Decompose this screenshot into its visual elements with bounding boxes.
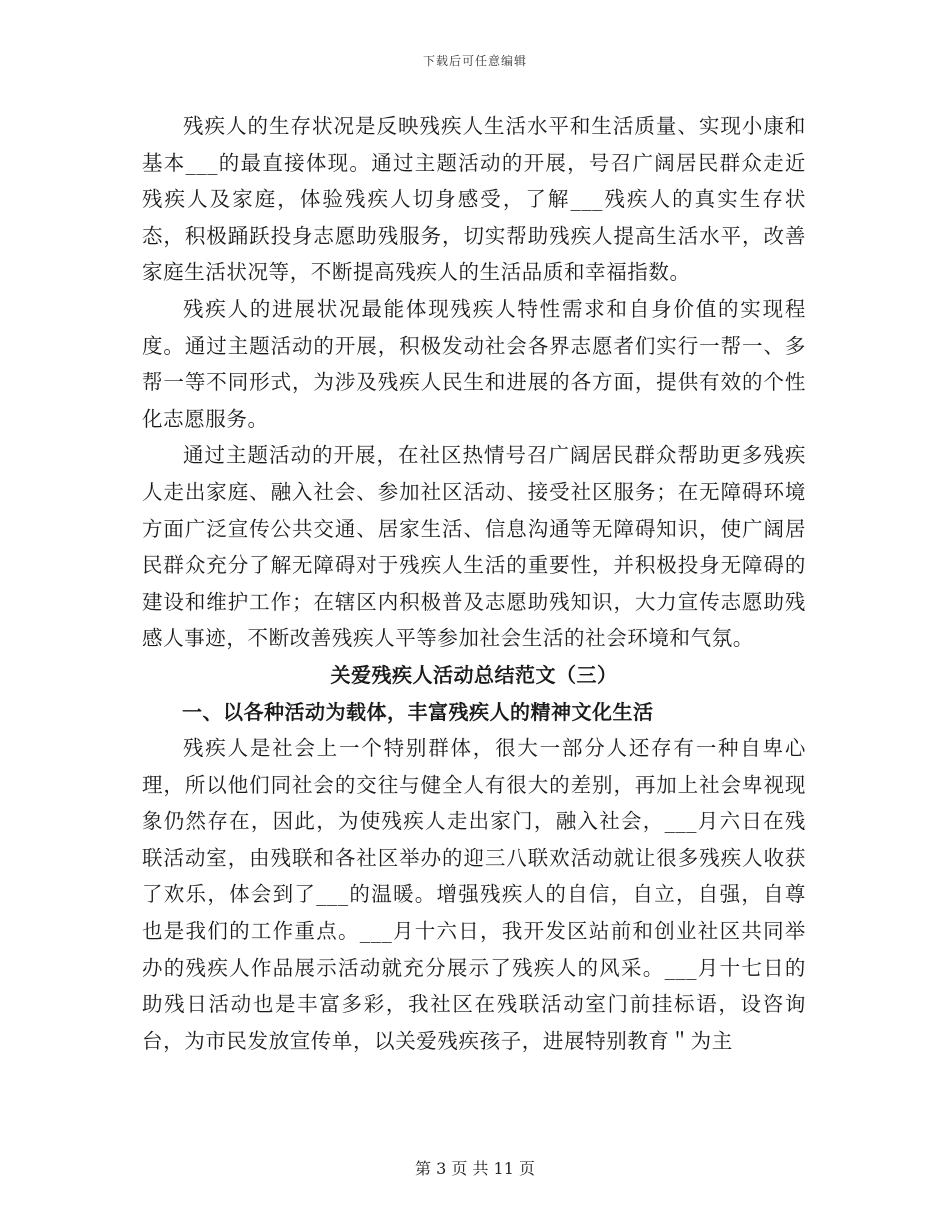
paragraph-living-conditions: 残疾人的生存状况是反映残疾人生活水平和生活质量、实现小康和基本___的最直接体现。通过主题活动的开展，号召广阔居民群众走近残疾人及家庭，体验残疾人切身感受，了解___残疾人的真实生存状态，积极踊跃投身志愿助残服务，切实帮助残疾人提高生活水平，改善家庭生活状况等，不断提高残疾人的生活品质和幸福指数。 [142,114,806,285]
document-body [142,108,806,1059]
header-note: 下载后可任意编辑 [422,54,527,68]
section-title: 关爱残疾人活动总结范文（三） [330,662,618,687]
section-subheading: 一、以各种活动为载体，丰富残疾人的精神文化生活 [182,699,654,724]
page-number: 第 3 页 共 11 页 [415,1159,535,1178]
paragraph-cultural-life: 残疾人是社会上一个特别群体，很大一部分人还存有一种自卑心理，所以他们同社会的交往与健全人有很大的差别，再加上社会卑视现象仍然存在，因此，为使残疾人走出家门，融入社会，___月六日在残联活动室，由残联和各社区举办的迎三八联欢活动就让很多残疾人收获了欢乐，体会到了___的温暖。增强残疾人的自信，自立，自强，自尊也是我们的工作重点。___月十六日，我开发区站前和创业社区共同举办的残疾人作品展示活动就充分展示了残疾人的风采。___月十七日的助残日活动也是丰富多彩，我社区在残联活动室门前挂标语，设咨询台，为市民发放宣传单，以关爱残疾孩子，进展特别教育＂为主 [142,736,806,1053]
paragraph-development: 残疾人的进展状况最能体现残疾人特性需求和自身价值的实现程度。通过主题活动的开展，积极发动社会各界志愿者们实行一帮一、多帮一等不同形式，为涉及残疾人民生和进展的各方面，提供有效的个性化志愿服务。 [142,296,806,431]
paragraph-community-activities: 通过主题活动的开展，在社区热情号召广阔居民群众帮助更多残疾人走出家庭、融入社会、参加社区活动、接受社区服务；在无障碍环境方面广泛宣传公共交通、居家生活、信息沟通等无障碍知识，使广阔居民群众充分了解无障碍对于残疾人生活的重要性，并积极投身无障碍的建设和维护工作；在辖区内积极普及志愿助残知识，大力宣传志愿助残感人事迹，不断改善残疾人平等参加社会生活的社会环境和气氛。 [142,443,806,651]
